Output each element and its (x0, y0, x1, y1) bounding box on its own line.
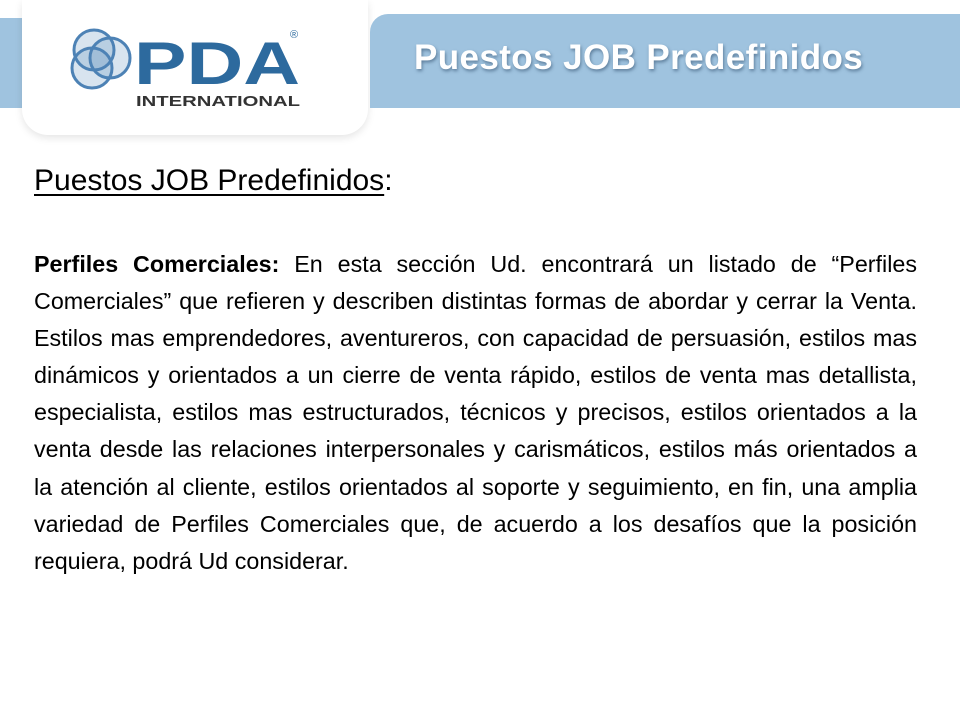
description-paragraph (34, 246, 917, 580)
paragraph-lead: Perfiles Comerciales: (34, 251, 280, 277)
page-heading-text: Puestos JOB Predefinidos (34, 164, 385, 197)
page-heading (34, 164, 393, 198)
banner-title: Puestos JOB Predefinidos (414, 38, 864, 77)
page-heading-colon: : (384, 164, 393, 197)
logo-subtitle: INTERNATIONAL (136, 93, 300, 110)
paragraph-body: En esta sección Ud. encontrará un listado de “Perfiles Comerciales” que refieren y describen distintas formas de abordar y cerrar la Venta. Estilos mas emprendedores, aventureros, con capacidad de persuasión, estilos mas dinámicos y orientados a un cierre de venta rápido, estilos de venta mas detallista, especialista, estilos mas estructurados, técnicos y precisos, estilos orientados a la venta desde las relaciones interpersonales y carismáticos, estilos más orientados a la atención al cliente, estilos orientados al soporte y seguimiento, en fin, una amplia variedad de Perfiles Comerciales que, de acuerdo a los desafíos que la posición requiera, podrá Ud considerar. (34, 251, 917, 574)
pda-international-logo (62, 22, 312, 114)
registered-mark: ® (290, 29, 299, 41)
logo-circles-icon (72, 30, 130, 88)
logo-wordmark: PDA (134, 30, 300, 97)
